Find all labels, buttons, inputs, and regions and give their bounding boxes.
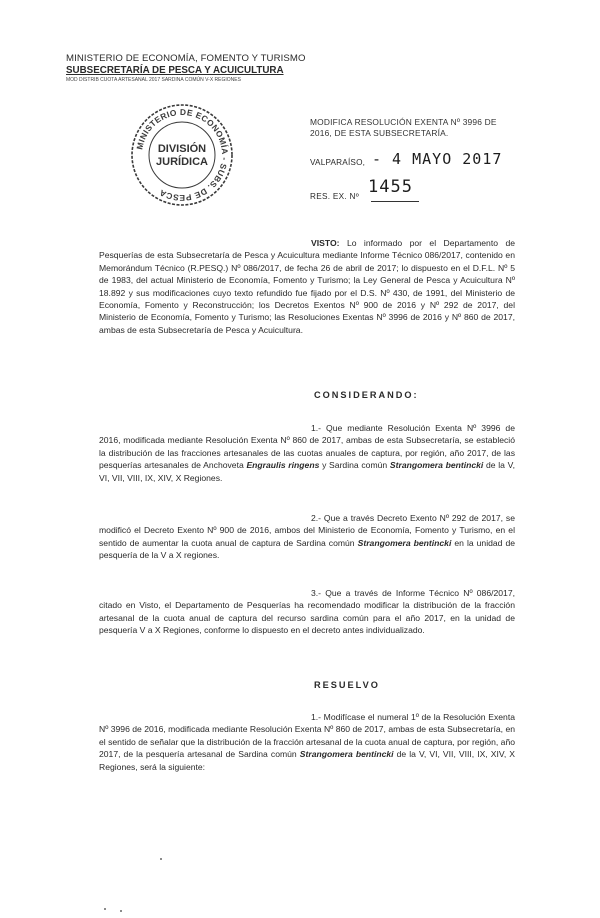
stamp-line2: JURÍDICA	[156, 156, 208, 168]
subsecretaria-name: SUBSECRETARÍA DE PESCA Y ACUICULTURA	[66, 64, 284, 76]
r1-species: Strangomera bentincki	[299, 749, 394, 760]
c2-text-b: en la unidad de pesquería de la V a X regiones.	[99, 537, 516, 561]
scan-mark	[160, 858, 162, 860]
c2-text-a: 2.- Que a través Decreto Exento Nº 292 de 2017, se modificó el Decreto Exento Nº 900 de 2016, ambos del Ministerio de Economía, Fomento y Turismo, en el sentido de aumentar la cuota anual de captura de Sardina común	[99, 513, 515, 548]
ministry-name: MINISTERIO DE ECONOMÍA, FOMENTO Y TURISMO	[66, 53, 306, 64]
scan-mark	[120, 910, 122, 912]
stamp-ring-text: MINISTERIO DE ECONOMÍA - SUBS. DE PESCA	[134, 106, 231, 204]
c3-text: 3.- Que a través de Informe Técnico Nº 086/2017, citado en Visto, el Departamento de Pesquerías ha recomendado modificar la distribución de la fracción artesanal de la cuota anual de captura del recurso sardina común para el año 2017, en la unidad de pesquería V a X Regiones, conforme lo dispuesto en el decreto antes individualizado.	[99, 588, 515, 636]
resolution-number: 1455	[368, 177, 413, 197]
scan-mark	[104, 908, 106, 910]
visto-text: Lo informado por el Departamento de Pesquerías de esta Subsecretaría de Pesca y Acuicultura mediante Informe Técnico 086/2017, contenido en Memorándum Técnico (R.PESQ.) Nº 086/2017, de fecha 26 de abril de 2017; lo dispuesto en el D.F.L. Nº 5 de 1983, del actual Ministerio de Economía, Fomento y Turismo; la Ley General de Pesca y Acuicultura Nº 18.892 y sus modificaciones cuyo texto refundido fue fijado por el D.S. Nº 430, de 1991, del Ministerio de Economía, Fomento y Reconstrucción; los Decretos Exentos Nº 900 de 2016 y Nº 292 de 2017, del Ministerio de Economía, Fomento y Turismo; las Resoluciones Exentas Nº 3996 de 2016 y Nº 860 de 2017, ambas de esta Subsecretaría de Pesca y Acuicultura.	[99, 238, 515, 335]
resuelvo-1	[99, 711, 515, 773]
subject-block	[310, 117, 550, 138]
visto-paragraph	[99, 237, 515, 336]
c1-species-2: Strangomera bentincki	[389, 460, 484, 471]
c1-text-a: 1.- Que mediante Resolución Exenta Nº 3996 de 2016, modificada mediante Resolución Exenta Nº 860 de 2017, ambas de esta Subsecretaría, se estableció la distribución de las fracciones artesanales de las cuotas anuales de captura, por región, año 2017, de las pesquerías artesanales de Anchoveta	[99, 423, 515, 471]
considerando-heading: CONSIDERANDO:	[314, 390, 419, 400]
r1-text-b: de la V, VI, VII, VIII, IX, XIV, X Regiones, será la siguiente:	[99, 749, 516, 772]
subject-line1: MODIFICA RESOLUCIÓN EXENTA Nº 3996 DE	[310, 117, 497, 127]
c2-species: Strangomera bentincki	[357, 537, 452, 548]
date-stamp: - 4 MAYO 2017	[372, 150, 503, 168]
letterhead	[66, 54, 306, 84]
r1-text-a: 1.- Modifícase el numeral 1º de la Resolución Exenta Nº 3996 de 2016, modificada mediante Resolución Exenta Nº 860 de 2017, ambas de esta Subsecretaría, en el sentido de señalar que la distribución de la fracción artesanal de la cuota anual de captura, por región, año 2017, de la pesquería artesanal de Sardina común	[99, 712, 515, 760]
resolution-underline	[371, 201, 419, 202]
c1-text-b: y Sardina común	[322, 460, 388, 471]
document-reference: MOD DISTRIB CUOTA ARTESANAL 2017 SARDINA COMÚN V-X REGIONES	[66, 77, 241, 84]
stamp-line1: DIVISIÓN	[157, 143, 207, 155]
resolution-label: RES. EX. Nº	[310, 192, 360, 201]
visto-label: VISTO:	[311, 238, 340, 248]
place-label: VALPARAÍSO,	[310, 158, 366, 167]
considerando-3	[99, 587, 515, 637]
resuelvo-heading: RESUELVO	[314, 680, 380, 690]
division-juridica-stamp	[129, 102, 235, 208]
considerando-2	[99, 512, 515, 562]
considerando-1	[99, 422, 515, 484]
c1-text-c: de la V, VI, VII, VIII, IX, XIV, X Regiones.	[99, 460, 515, 483]
subject-line2: 2016, DE ESTA SUBSECRETARÍA.	[310, 127, 449, 138]
stamp-seal	[129, 102, 235, 208]
c1-species-1: Engraulis ringens	[246, 460, 320, 471]
